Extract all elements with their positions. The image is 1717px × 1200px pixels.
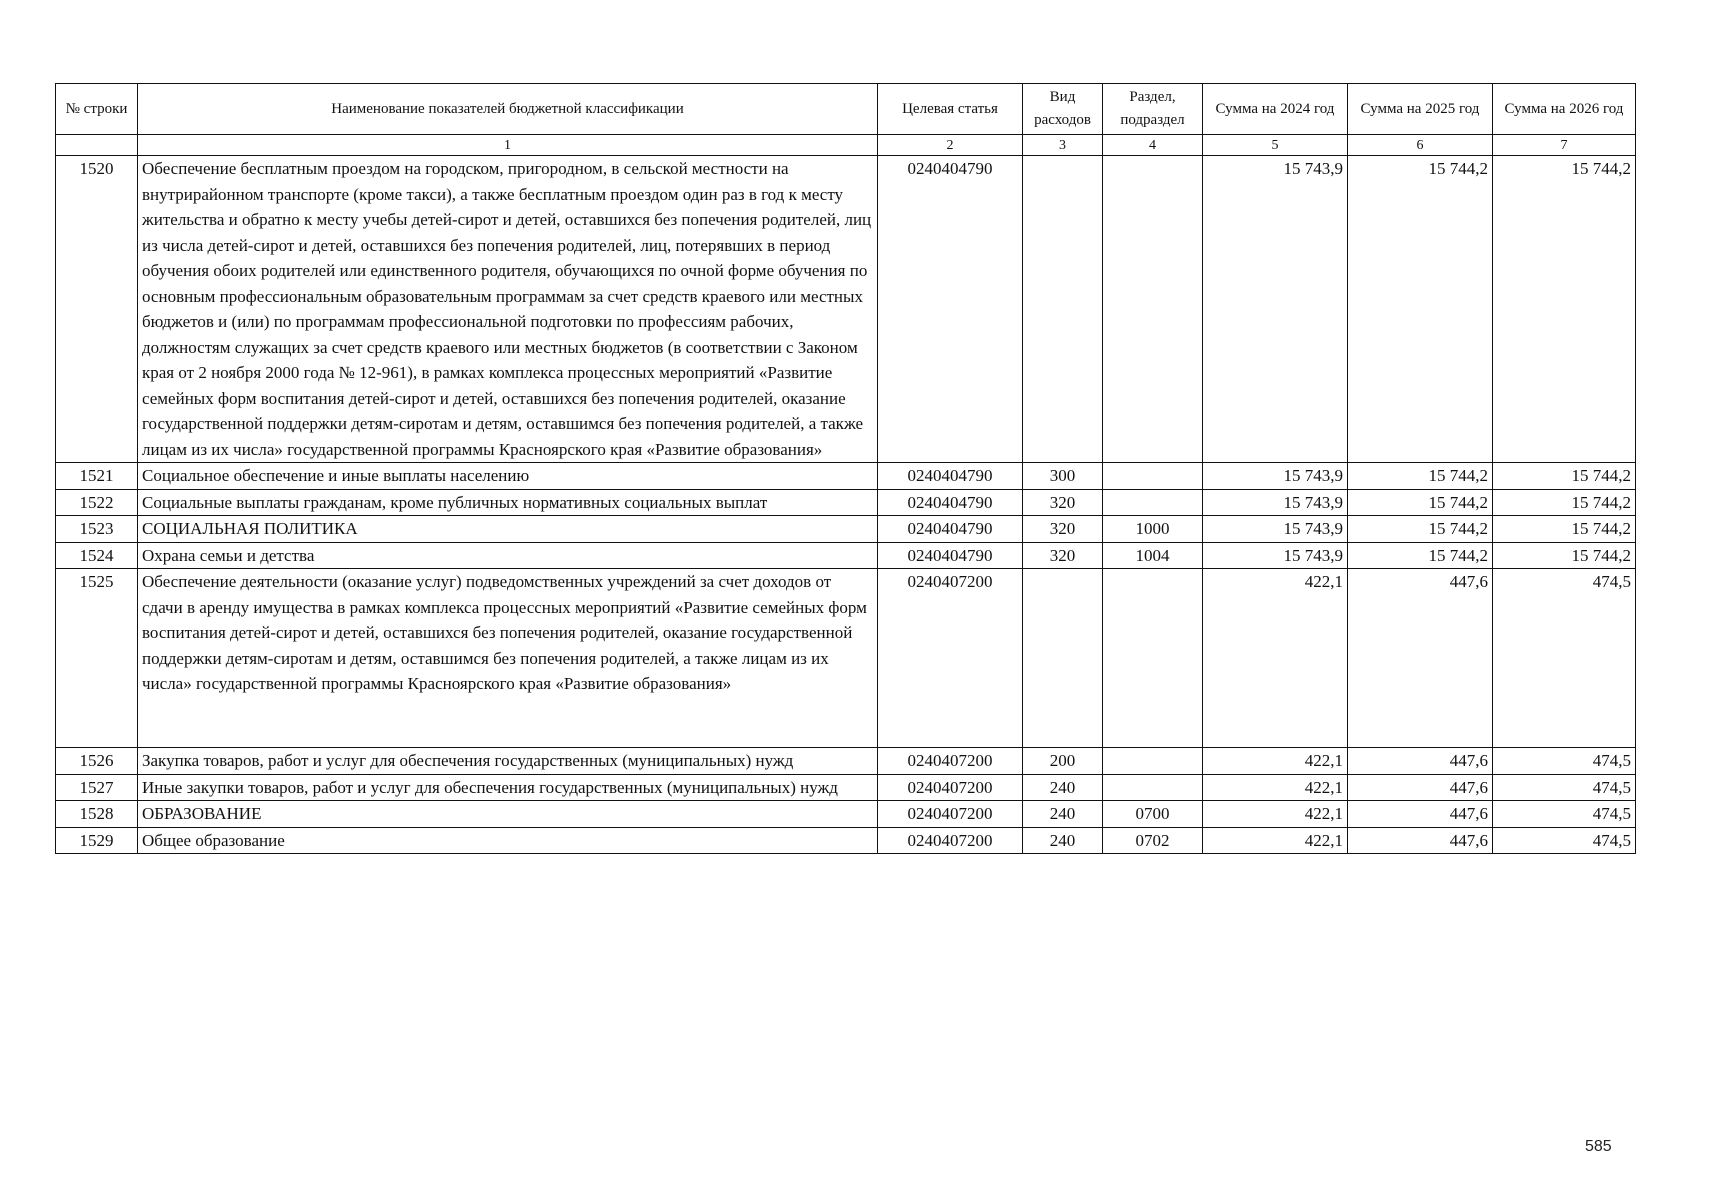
table-row: [56, 569, 1636, 748]
row-name: Закупка товаров, работ и услуг для обеспечения государственных (муниципальных) нужд: [138, 748, 878, 775]
budget-table: [55, 83, 1636, 854]
header-expense-type: Вид расходов: [1023, 84, 1103, 135]
row-target: 0240407200: [878, 569, 1023, 748]
header-sum-2025: Сумма на 2025 год: [1348, 84, 1493, 135]
row-target: 0240404790: [878, 156, 1023, 463]
row-name: Социальное обеспечение и иные выплаты населению: [138, 463, 878, 490]
row-expense-type: 240: [1023, 827, 1103, 854]
column-number: [56, 135, 138, 156]
row-target: 0240407200: [878, 774, 1023, 801]
row-name: СОЦИАЛЬНАЯ ПОЛИТИКА: [138, 516, 878, 543]
row-sum-2025: 15 744,2: [1348, 489, 1493, 516]
row-section: [1103, 569, 1203, 748]
row-sum-2025: 447,6: [1348, 748, 1493, 775]
row-number: 1525: [56, 569, 138, 748]
table-row: [56, 774, 1636, 801]
row-sum-2025: 15 744,2: [1348, 516, 1493, 543]
row-expense-type: 200: [1023, 748, 1103, 775]
header-sum-2024: Сумма на 2024 год: [1203, 84, 1348, 135]
column-number: 4: [1103, 135, 1203, 156]
table-row: [56, 827, 1636, 854]
table-row: [56, 542, 1636, 569]
row-sum-2024: 422,1: [1203, 774, 1348, 801]
row-name: Общее образование: [138, 827, 878, 854]
row-section: 0700: [1103, 801, 1203, 828]
column-number: 6: [1348, 135, 1493, 156]
row-sum-2024: 422,1: [1203, 801, 1348, 828]
row-target: 0240407200: [878, 748, 1023, 775]
row-name: Социальные выплаты гражданам, кроме публичных нормативных социальных выплат: [138, 489, 878, 516]
table-row: [56, 156, 1636, 463]
table-row: [56, 748, 1636, 775]
row-target: 0240404790: [878, 516, 1023, 543]
row-expense-type: [1023, 569, 1103, 748]
column-number-row: [56, 135, 1636, 156]
row-expense-type: 320: [1023, 489, 1103, 516]
row-sum-2024: 15 743,9: [1203, 516, 1348, 543]
row-sum-2024: 15 743,9: [1203, 463, 1348, 490]
table-row: [56, 489, 1636, 516]
row-section: [1103, 774, 1203, 801]
row-target: 0240404790: [878, 542, 1023, 569]
row-expense-type: 320: [1023, 516, 1103, 543]
row-sum-2026: 15 744,2: [1493, 542, 1636, 569]
row-target: 0240407200: [878, 827, 1023, 854]
row-number: 1523: [56, 516, 138, 543]
row-sum-2025: 447,6: [1348, 774, 1493, 801]
row-sum-2025: 447,6: [1348, 569, 1493, 748]
row-section: 1004: [1103, 542, 1203, 569]
table-row: [56, 801, 1636, 828]
row-sum-2025: 15 744,2: [1348, 156, 1493, 463]
header-row: [56, 84, 1636, 135]
header-sum-2026: Сумма на 2026 год: [1493, 84, 1636, 135]
row-sum-2025: 447,6: [1348, 801, 1493, 828]
row-section: [1103, 463, 1203, 490]
row-sum-2025: 15 744,2: [1348, 463, 1493, 490]
row-number: 1520: [56, 156, 138, 463]
row-sum-2026: 15 744,2: [1493, 156, 1636, 463]
row-sum-2026: 474,5: [1493, 748, 1636, 775]
row-section: [1103, 748, 1203, 775]
row-sum-2026: 15 744,2: [1493, 489, 1636, 516]
row-target: 0240404790: [878, 489, 1023, 516]
column-number: 2: [878, 135, 1023, 156]
row-number: 1529: [56, 827, 138, 854]
row-number: 1528: [56, 801, 138, 828]
row-sum-2026: 474,5: [1493, 569, 1636, 748]
row-sum-2024: 422,1: [1203, 827, 1348, 854]
row-sum-2025: 15 744,2: [1348, 542, 1493, 569]
row-name: Обеспечение бесплатным проездом на городском, пригородном, в сельской местности на внутрирайонном транспорте (кроме такси), а также бесплатным проездом один раз в год к месту жительства и обратно к месту учебы детей-сирот и детей, оставшихся без попечения родителей, лиц из числа детей-сирот и детей, оставшихся без попечения родителей, лиц, потерявших в период обучения обоих родителей или единственного родителя, обучающихся по очной форме обучения по основным профессиональным образовательным программам за счет средств краевого или местных бюджетов и (или) по программам профессиональной подготовки по профессиям рабочих, должностям служащих за счет средств краевого или местных бюджетов (в соответствии с Законом края от 2 ноября 2000 года № 12-961), в рамках комплекса процессных мероприятий «Развитие семейных форм воспитания детей-сирот и детей, оставшихся без попечения родителей, оказание государственной поддержки детям-сиротам и детям, оставшимся без попечения родителей, а также лицам из их числа» государственной программы Красноярского края «Развитие образования»: [138, 156, 878, 463]
column-number: 5: [1203, 135, 1348, 156]
row-sum-2024: 422,1: [1203, 748, 1348, 775]
row-section: [1103, 489, 1203, 516]
row-number: 1526: [56, 748, 138, 775]
header-section: Раздел, подраздел: [1103, 84, 1203, 135]
header-name: Наименование показателей бюджетной классификации: [138, 84, 878, 135]
row-name: ОБРАЗОВАНИЕ: [138, 801, 878, 828]
row-name: Обеспечение деятельности (оказание услуг) подведомственных учреждений за счет доходов от сдачи в аренду имущества в рамках комплекса процессных мероприятий «Развитие семейных форм воспитания детей-сирот и детей, оставшихся без попечения родителей, оказание государственной поддержки детям-сиротам и детям, оставшимся без попечения родителей, а также лицам из их числа» государственной программы Красноярского края «Развитие образования»: [138, 569, 878, 748]
row-expense-type: 240: [1023, 801, 1103, 828]
header-row-number: № строки: [56, 84, 138, 135]
row-expense-type: 320: [1023, 542, 1103, 569]
row-name: Иные закупки товаров, работ и услуг для обеспечения государственных (муниципальных) нужд: [138, 774, 878, 801]
row-section: [1103, 156, 1203, 463]
table-row: [56, 463, 1636, 490]
row-sum-2026: 15 744,2: [1493, 463, 1636, 490]
row-sum-2026: 474,5: [1493, 827, 1636, 854]
row-expense-type: [1023, 156, 1103, 463]
row-sum-2024: 422,1: [1203, 569, 1348, 748]
row-sum-2024: 15 743,9: [1203, 542, 1348, 569]
row-section: 1000: [1103, 516, 1203, 543]
row-number: 1527: [56, 774, 138, 801]
row-sum-2026: 474,5: [1493, 801, 1636, 828]
row-sum-2026: 474,5: [1493, 774, 1636, 801]
row-expense-type: 240: [1023, 774, 1103, 801]
column-number: 3: [1023, 135, 1103, 156]
column-number: 1: [138, 135, 878, 156]
row-sum-2025: 447,6: [1348, 827, 1493, 854]
row-sum-2026: 15 744,2: [1493, 516, 1636, 543]
row-target: 0240407200: [878, 801, 1023, 828]
row-target: 0240404790: [878, 463, 1023, 490]
column-number: 7: [1493, 135, 1636, 156]
row-number: 1522: [56, 489, 138, 516]
table-row: [56, 516, 1636, 543]
row-number: 1521: [56, 463, 138, 490]
row-name: Охрана семьи и детства: [138, 542, 878, 569]
row-number: 1524: [56, 542, 138, 569]
row-section: 0702: [1103, 827, 1203, 854]
page-number: 585: [1585, 1138, 1612, 1155]
row-expense-type: 300: [1023, 463, 1103, 490]
row-sum-2024: 15 743,9: [1203, 156, 1348, 463]
header-target: Целевая статья: [878, 84, 1023, 135]
row-sum-2024: 15 743,9: [1203, 489, 1348, 516]
